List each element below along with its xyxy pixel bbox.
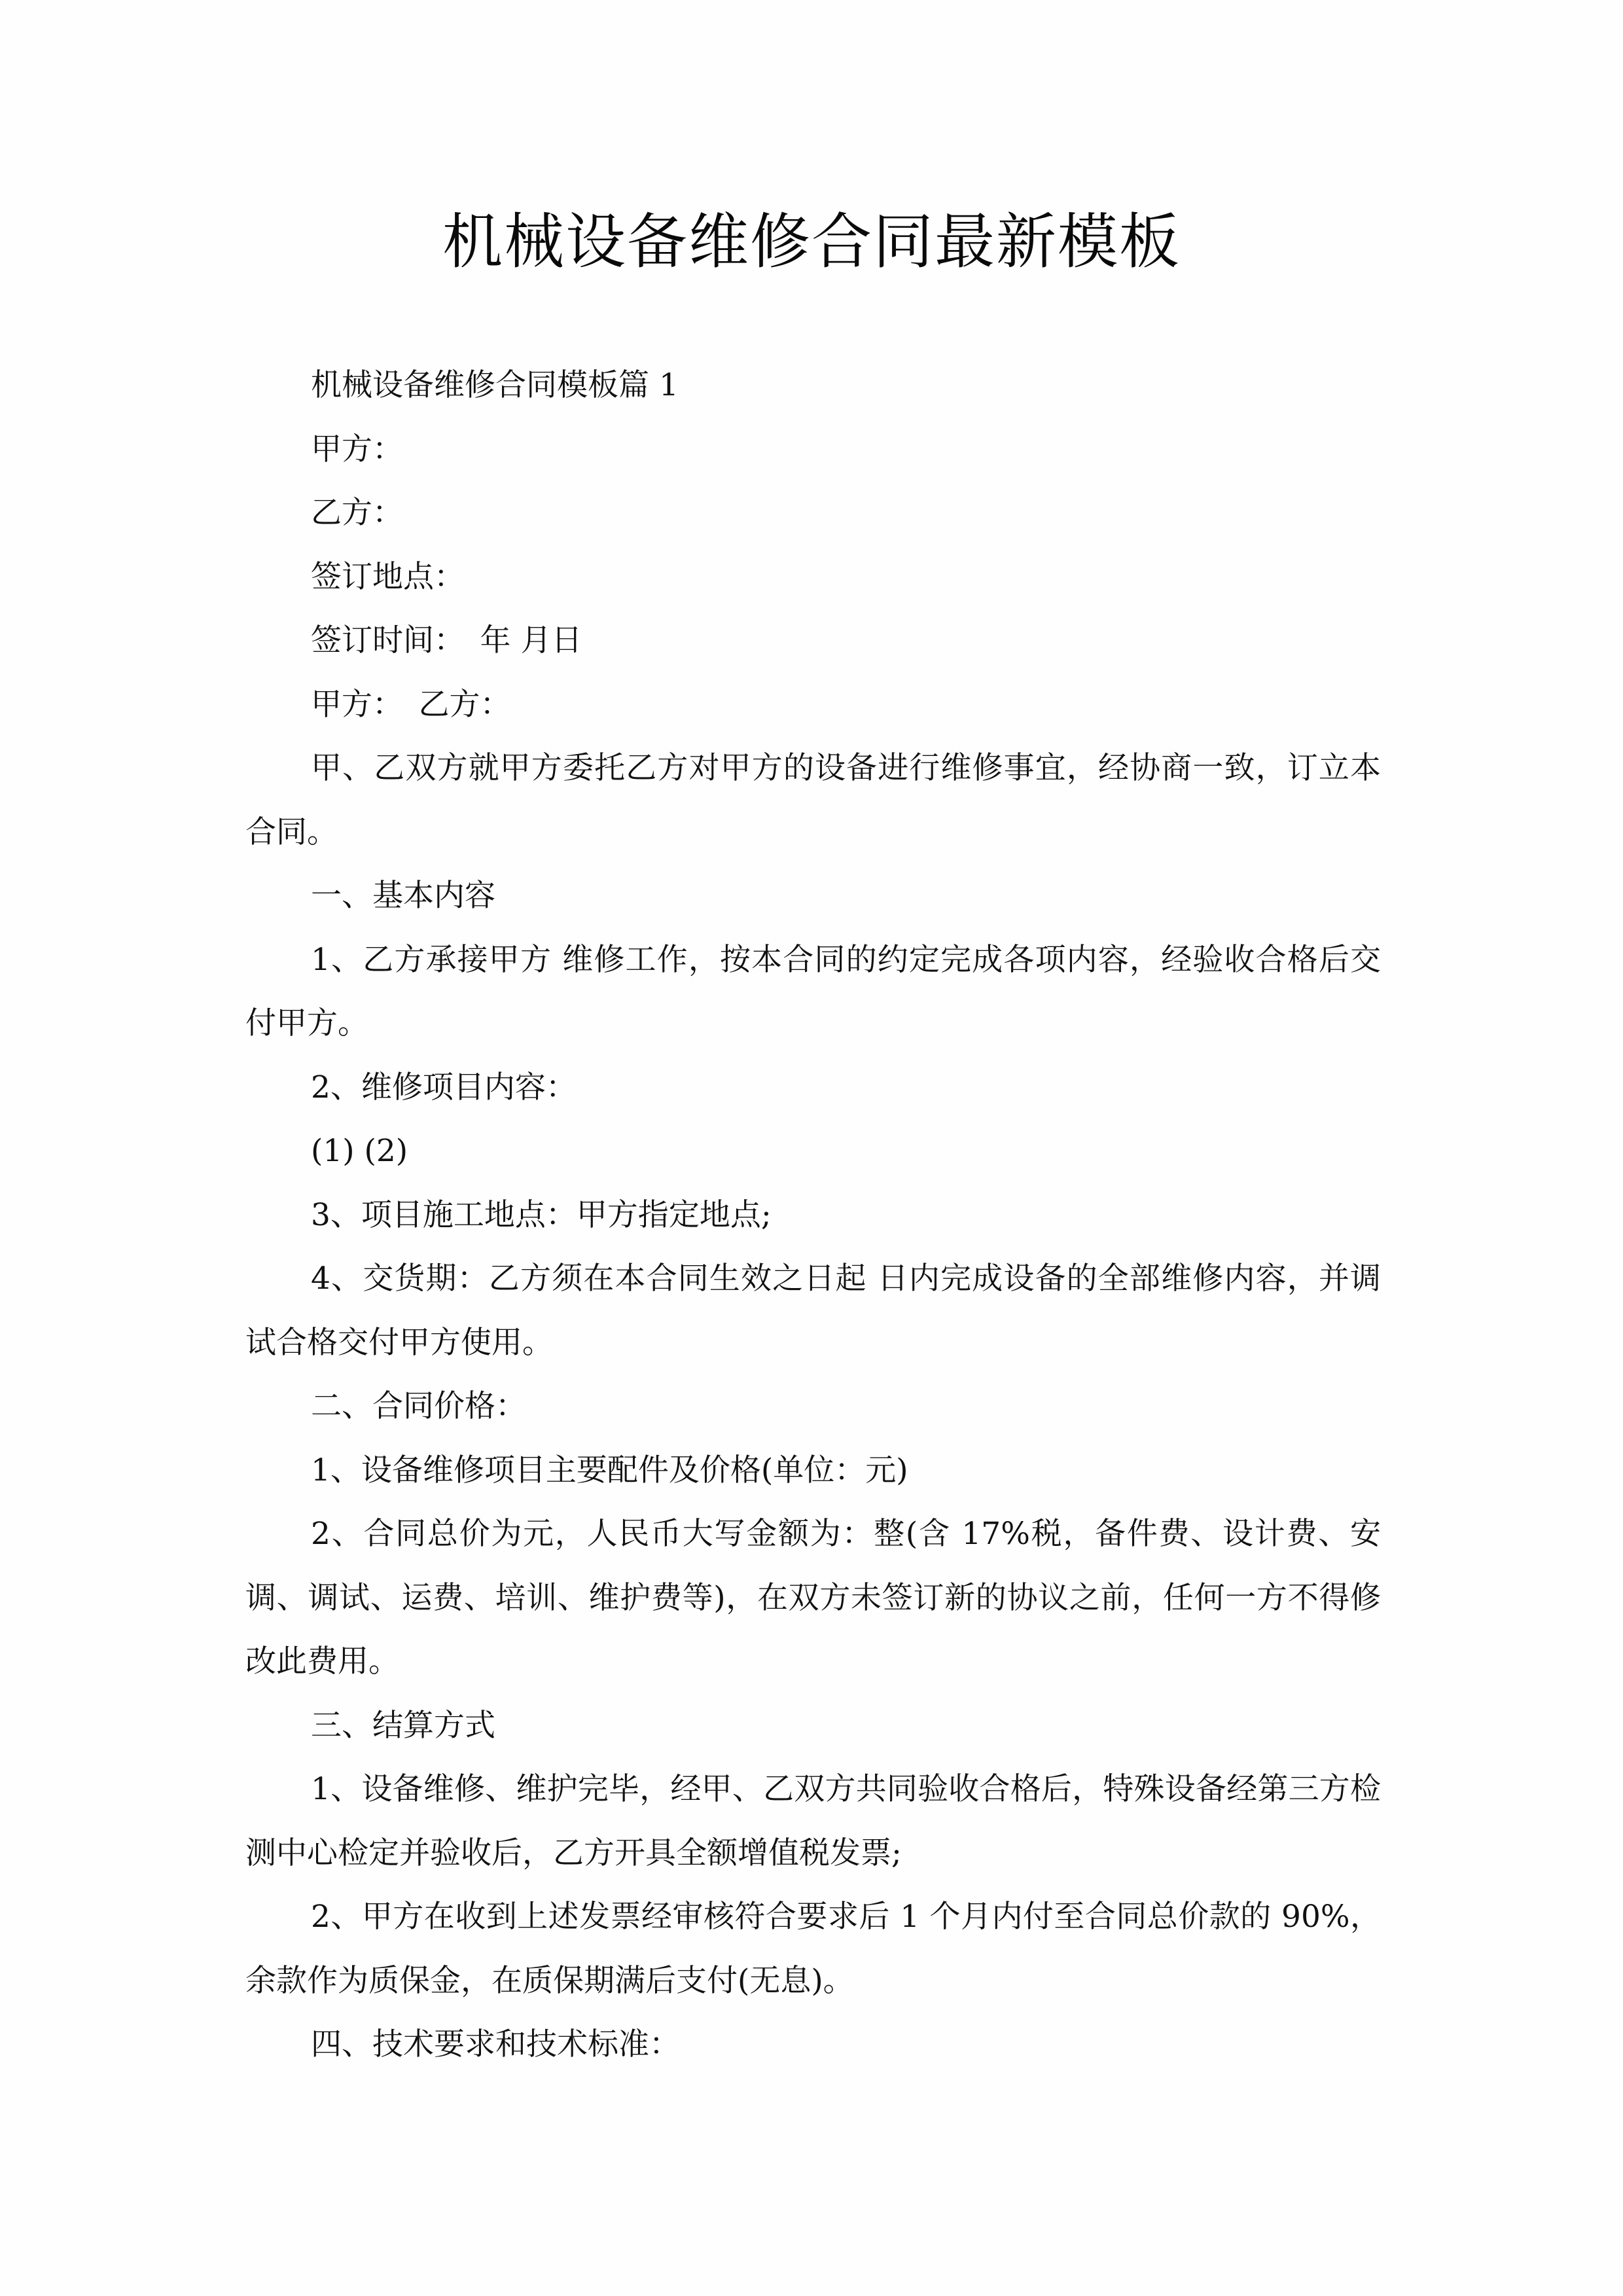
document-body — [245, 353, 1381, 2077]
section-1-heading: 一、基本内容 — [311, 878, 495, 914]
party-b-field: 乙方： — [311, 495, 403, 531]
section-heading: 机械设备维修合同模板篇 1 — [311, 367, 679, 403]
clause-3-2: 2、甲方在收到上述发票经审核符合要求后 1 个月内付至合同总价款的 90%，余款作为质保金，在质保期满后支付(无息)。 — [245, 1899, 1381, 1999]
section-2-heading: 二、合同价格： — [311, 1388, 526, 1424]
clause-2-1: 1、设备维修项目主要配件及价格(单位：元) — [311, 1452, 908, 1488]
preamble-paragraph: 甲、乙双方就甲方委托乙方对甲方的设备进行维修事宜，经协商一致，订立本合同。 — [245, 750, 1381, 850]
party-a-field: 甲方： — [311, 431, 403, 467]
clause-1-3: 3、项目施工地点：甲方指定地点; — [311, 1196, 772, 1233]
section-4-heading: 四、技术要求和技术标准： — [311, 2026, 680, 2062]
clause-1-2: 2、维修项目内容： — [311, 1069, 577, 1105]
clause-1-2-items: (1) (2) — [311, 1133, 408, 1169]
parties-line: 甲方： 乙方： — [311, 686, 511, 723]
clause-1-4: 4、交货期：乙方须在本合同生效之日起 日内完成设备的全部维修内容，并调试合格交付甲方使用。 — [245, 1261, 1381, 1361]
section-3-heading: 三、结算方式 — [311, 1707, 495, 1744]
signing-location-field: 签订地点： — [311, 558, 465, 595]
document-title: 机械设备维修合同最新模板 — [442, 207, 1181, 277]
clause-3-1: 1、设备维修、维护完毕，经甲、乙双方共同验收合格后，特殊设备经第三方检测中心检定并验收后，乙方开具全额增值税发票; — [245, 1771, 1381, 1871]
signing-date-field: 签订时间： 年 月日 — [311, 622, 582, 658]
clause-2-2: 2、合同总价为元，人民币大写金额为：整(含 17%税，备件费、设计费、安调、调试、运费、培训、维护费等)，在双方未签订新的协议之前，任何一方不得修改此费用。 — [245, 1516, 1381, 1679]
clause-1-1: 1、乙方承接甲方 维修工作，按本合同的约定完成各项内容，经验收合格后交付甲方。 — [245, 941, 1381, 1041]
